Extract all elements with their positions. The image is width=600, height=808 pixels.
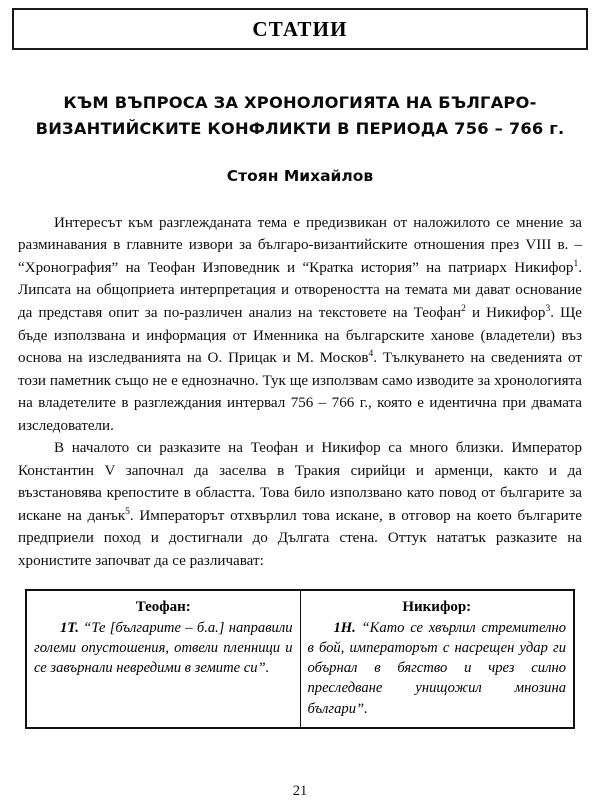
paragraph-2-text-part-2: . Императорът отхвърлил това искане, в отговор на което българите предприели поход и достигнали до Дългата стена. Оттук нататък разказите на хронистите започват да се различават: bbox=[18, 507, 582, 569]
table-cell-theophanes bbox=[26, 590, 300, 728]
column-header-nikephoros: Никифор: bbox=[402, 598, 472, 615]
table-cell-nikephoros bbox=[300, 590, 574, 728]
footnote-marker-4: 4 bbox=[368, 349, 374, 360]
section-header-label: СТАТИИ bbox=[252, 16, 348, 41]
page-number: 21 bbox=[292, 783, 308, 799]
quote-label-nikephoros: 1Н. bbox=[333, 619, 356, 636]
article-author: Стоян Михайлов bbox=[226, 166, 374, 185]
paragraph-2-text-part-1: В началото си разказите на Теофан и Никифор са много близки. Император Константин V започнал да заселва в Тракия сирийци и арменци, както и да възстановява крепостите в областта. Това било използвано като повод от българите за искане на данък bbox=[18, 440, 582, 524]
footnote-marker-2: 2 bbox=[461, 303, 466, 314]
column-header-theophanes: Теофан: bbox=[135, 598, 191, 615]
quote-text-nikephoros: “Като се хвърлил стремително в бой, императорът с насрещен удар ги обърнал в бягство и чрез силно преследване унищожил мнозина българи”. bbox=[307, 619, 566, 717]
article-title-line-2: ВИЗАНТИЙСКИТЕ КОНФЛИКТИ В ПЕРИОДА 756 – 766 г. bbox=[35, 119, 565, 139]
document-page bbox=[0, 8, 600, 808]
quote-text-theophanes: “Те [българите – б.а.] направили големи опустошения, отвели пленници и се завърнали невредими в земите си”. bbox=[34, 619, 293, 677]
quote-theophanes bbox=[34, 618, 293, 679]
article-body bbox=[18, 212, 582, 573]
body-paragraph-2 bbox=[18, 437, 582, 572]
article-title bbox=[28, 90, 572, 143]
paragraph-1-text-part-2: . Липсата на общоприета интерпретация и отвореността на темата ми дават основание да представя опит за по-различен анализ на текстовете на Теофан bbox=[18, 259, 582, 321]
sources-comparison-table bbox=[25, 589, 575, 729]
footnote-marker-3: 3 bbox=[545, 303, 551, 314]
sources-comparison-table-wrapper bbox=[25, 589, 575, 729]
paragraph-1-text-part-4: . Ще бъде използвана и информация от Именника на българските ханове (владетели) въз основа на изследванията на О. Прицак и М. Москов bbox=[18, 304, 582, 367]
paragraph-1-text-part-3: и Никифор bbox=[465, 304, 546, 321]
article-title-line-1: КЪМ ВЪПРОСА ЗА ХРОНОЛОГИЯТА НА БЪЛГАРО- bbox=[63, 93, 537, 112]
section-header-box bbox=[12, 8, 588, 50]
table-row bbox=[26, 590, 574, 728]
footnote-marker-5: 5 bbox=[125, 506, 130, 517]
footnote-marker-1: 1 bbox=[573, 258, 579, 269]
paragraph-1-text-part-5: . Тълкуването на сведенията от този паметник също не е еднозначно. Тук ще използвам само изводите за хронологията на владетелите в разглеждания интервал 756 – 766 г., която е идентична при двамата изследователи. bbox=[18, 350, 582, 434]
quote-label-theophanes: 1Т. bbox=[60, 619, 79, 636]
body-paragraph-1 bbox=[18, 212, 582, 437]
paragraph-1-text-part-1: Интересът към разглежданата тема е предизвикан от наложилото се мнение за разминавания в главните извори за българо-византийските отношения през VIII в. – “Хронография” на Теофан Изповедник и “Кратка история” на патриарх Никифор bbox=[18, 214, 582, 276]
quote-nikephoros bbox=[308, 618, 567, 719]
